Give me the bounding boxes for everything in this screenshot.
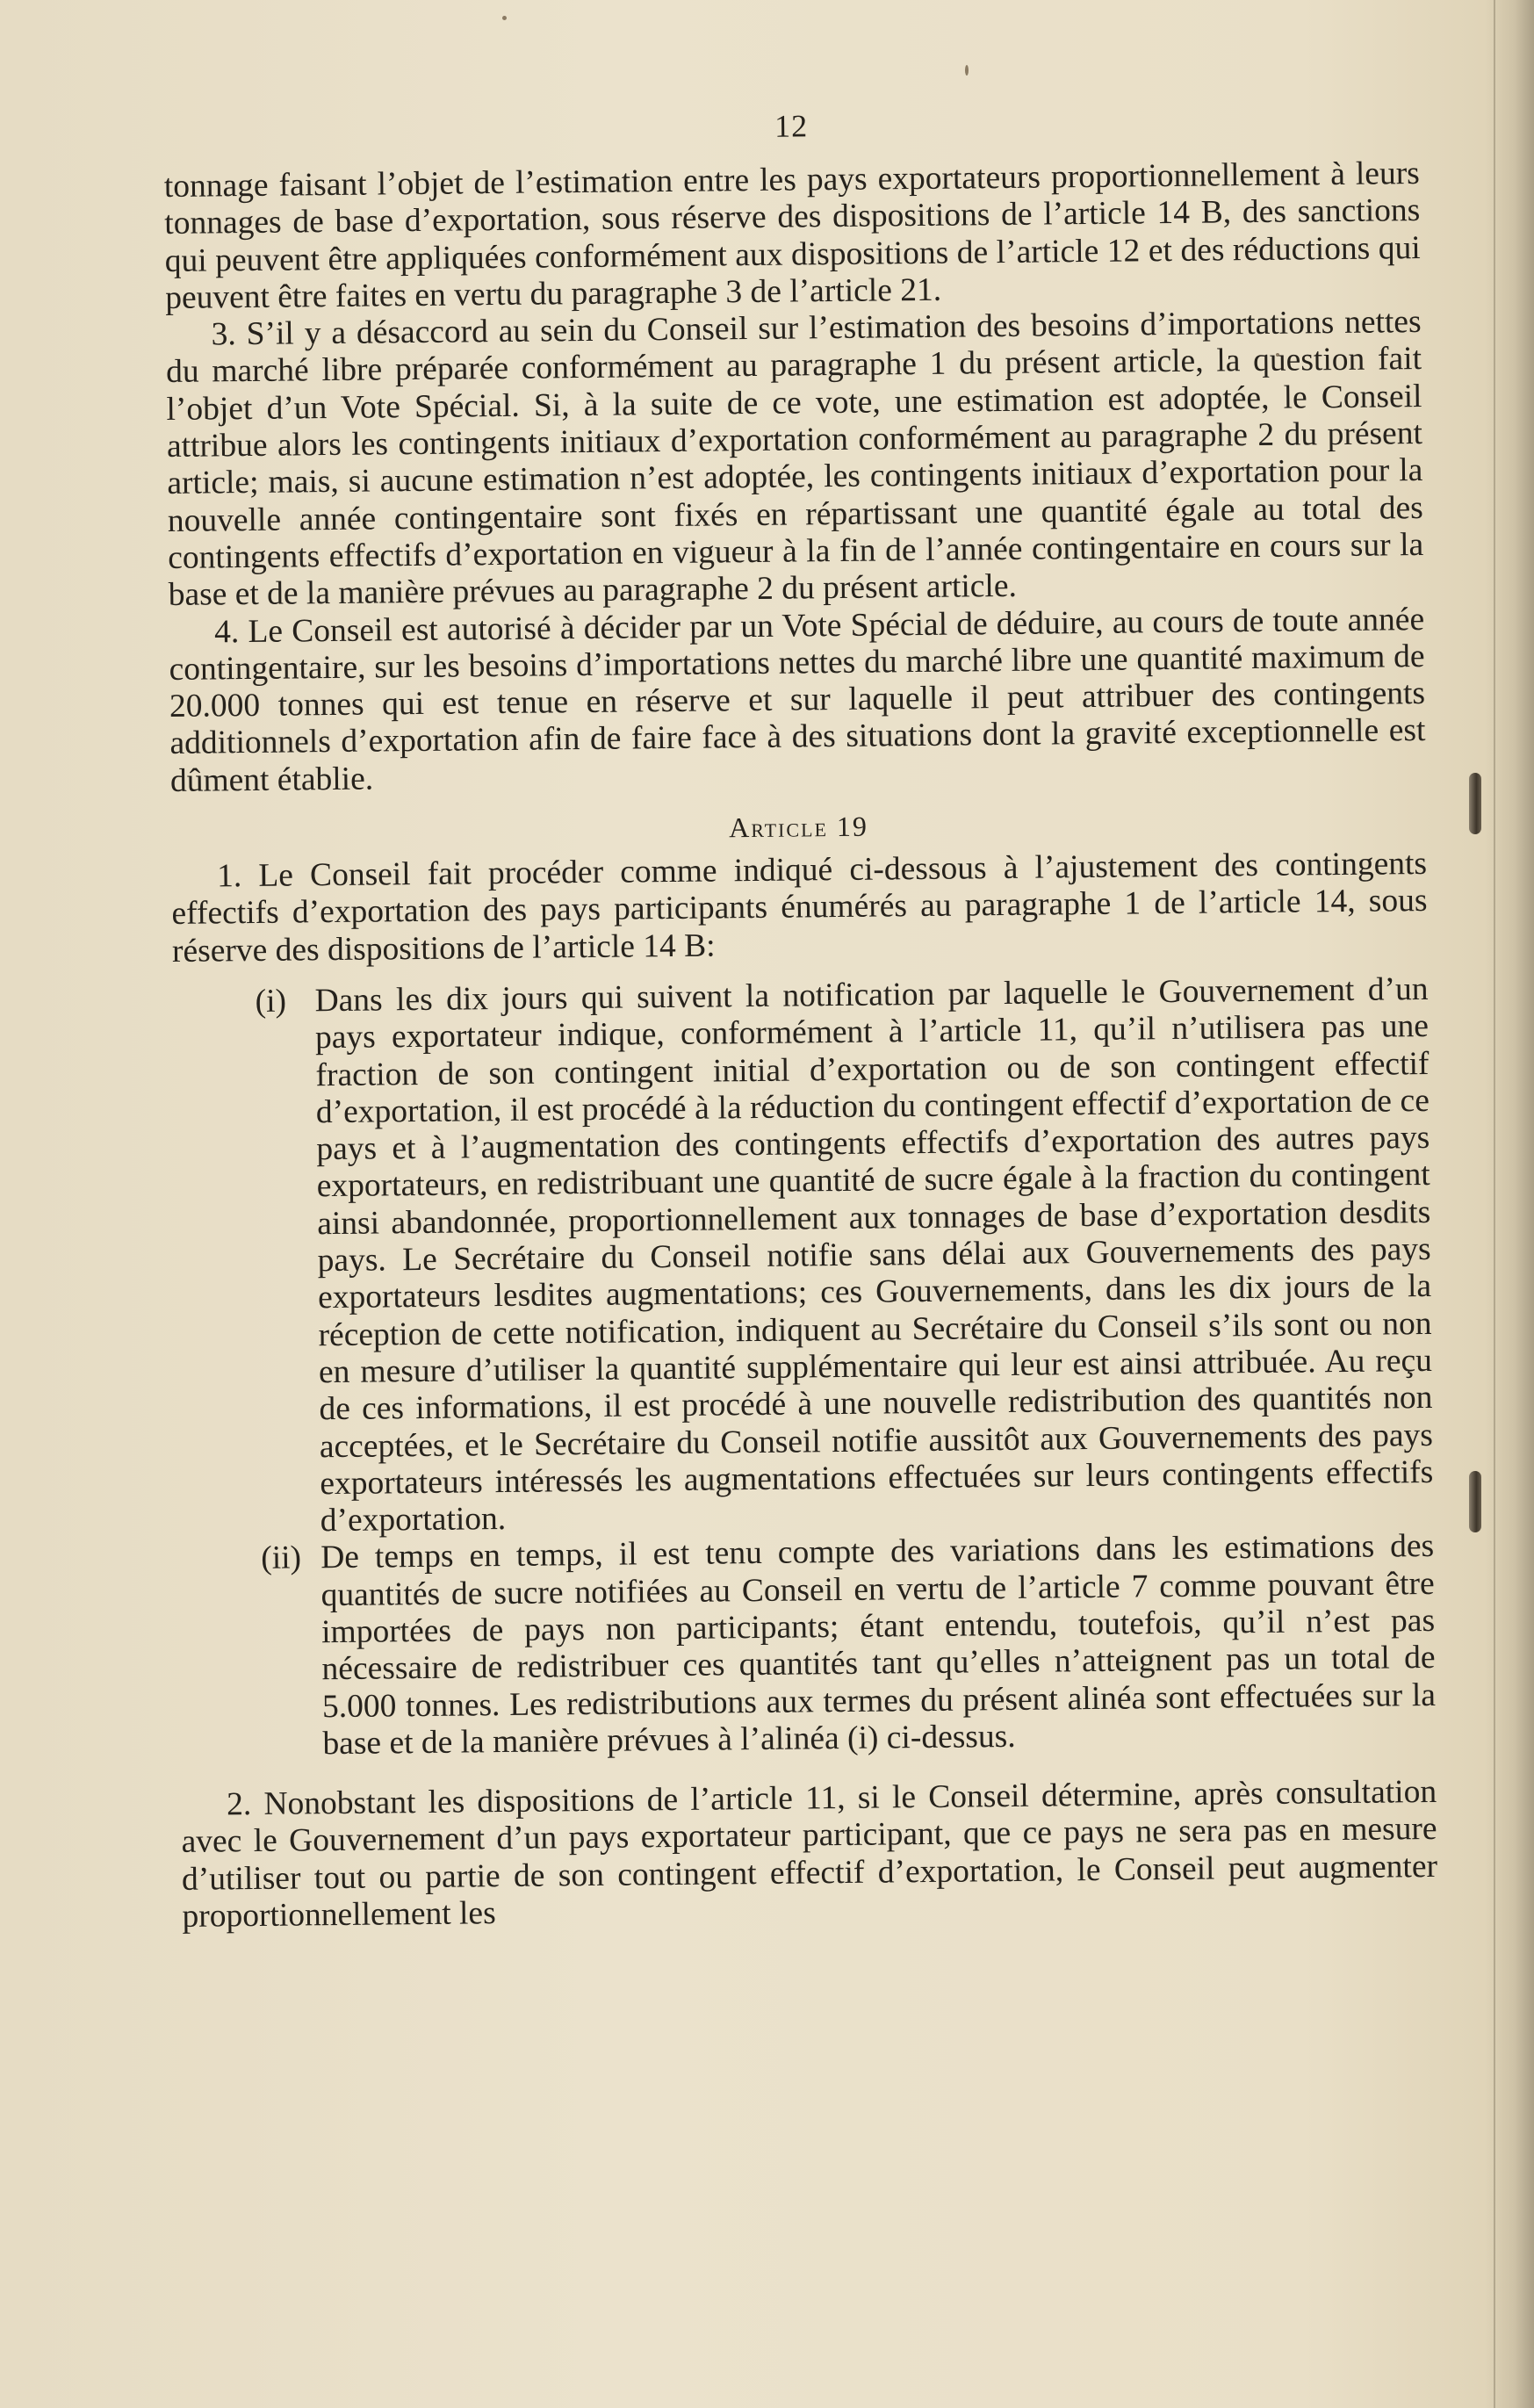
list-marker: (i) (255, 983, 287, 1020)
article-heading: Article 19 (728, 810, 869, 844)
list-item-i (255, 971, 1434, 1540)
binding-clip-mark (1469, 1471, 1481, 1532)
paragraph-continuation: tonnage faisant l’objet de l’estimation entre les pays exportateurs proportionnellement à leurs tonnages de base d’exportation, sous réserve des dispositions de l’article 14 B, des sanctions qui peuvent être appliquées conformément aux dispositions de l’article 12 et des réductions qui peuvent être faites en vertu du paragraphe 3 de l’article 21. (163, 155, 1421, 316)
page-content (163, 101, 1438, 1936)
list-item-text: Dans les dix jours qui suivent la notification par laquelle le Gouvernement d’un pays exportateur indique, conformément à l’article 11, qu’il n’utilisera pas une fraction de son contingent initial d’exportation ou de son contingent effectif d’exportation, il est procédé à la réduction du contingent effectif d’exportation de ce pays et à l’augmentation des contingents effectifs d’exportation des autres pays exportateurs, en redistribuant une quantité de sucre égale à la fraction du contingent ainsi abandonnée, proportionnellement aux tonnages de base d’exportation desdits pays. Le Secrétaire du Conseil notifie sans délai aux Gouvernements des pays exportateurs lesdites augmentations; ces Gouvernements, dans les dix jours de la réception de cette notification, indiquent au Secrétaire du Conseil s’ils sont ou non en mesure d’utiliser la quantité supplémentaire qui leur est ainsi attribuée. Au reçu de ces informations, il est procédé à une nouvelle redistribution des quantités non acceptées, et le Secrétaire du Conseil notifie aussitôt aux Gouvernements des pays exportateurs intéressés les augmentations effectuées sur leurs contingents effectifs d’exportation. (314, 970, 1434, 1539)
paper-speck (502, 16, 507, 20)
article-19-paragraph-2: 2. Nonobstant les dispositions de l’article 11, si le Conseil détermine, après consultation avec le Gouvernement d’un pays exportateur participant, que ce pays ne sera pas en mesure d’utiliser tout ou partie de son contingent effectif d’exportation, le Conseil peut augmenter proportionnellement les (181, 1774, 1438, 1935)
list-item-text: De temps en temps, il est tenu compte des variations dans les estimations des quantités de sucre notifiées au Conseil en vertu de l’article 7 comme pouvant être importées de pays non participants; étant entendu, toutefois, qu’il n’est pas nécessaire de redistribuer ces quantités tant qu’elles n’atteignent pas un total de 5.000 tonnes. Les redistributions aux termes du présent alinéa sont effectuées sur la base et de la manière prévues à l’alinéa (i) ci-dessus. (320, 1528, 1437, 1763)
paragraph-3: 3. S’il y a désaccord au sein du Conseil sur l’estimation des besoins d’importations nettes du marché libre préparée conformément au paragraphe 1 du présent article, la question fait l’objet d’un Vote Spécial. Si, à la suite de ce vote, une estimation est adoptée, le Conseil attribue alors les contingents initiaux d’exportation conformément au paragraphe 2 du présent article; mais, si aucune estimation n’est adoptée, les contingents initiaux d’exportation pour la nouvelle année contingentaire sont fixés en répartissant une quantité égale au total des contingents effectifs d’exportation en vigueur à la fin de l’année contingentaire en cours sur la base et de la manière prévues au paragraphe 2 du présent article. (165, 304, 1424, 614)
paper-speck (965, 65, 969, 76)
binding-clip-mark (1469, 773, 1481, 834)
paragraph-4: 4. Le Conseil est autorisé à décider par un Vote Spécial de déduire, au cours de toute année contingentaire, sur les besoins d’importations nettes du marché libre une quantité maximum de 20.000 tonnes qui est tenue en réserve et sur laquelle il peut attribuer des contingents additionnels d’exportation afin de faire face à des situations dont la gravité exceptionnelle est dûment établie. (169, 601, 1426, 799)
page-edge-shadow (1485, 0, 1534, 2408)
article-19-paragraph-1: 1. Le Conseil fait procéder comme indiqué ci-dessous à l’ajustement des contingents effectifs d’exportation des pays participants énumérés au paragraphe 1 de l’article 14, sous réserve des dispositions de l’article 14 B: (171, 846, 1428, 970)
list-marker: (ii) (261, 1539, 302, 1577)
binding-edge (1494, 0, 1495, 2408)
list-item-ii (261, 1528, 1437, 1763)
page-number: 12 (774, 108, 809, 144)
